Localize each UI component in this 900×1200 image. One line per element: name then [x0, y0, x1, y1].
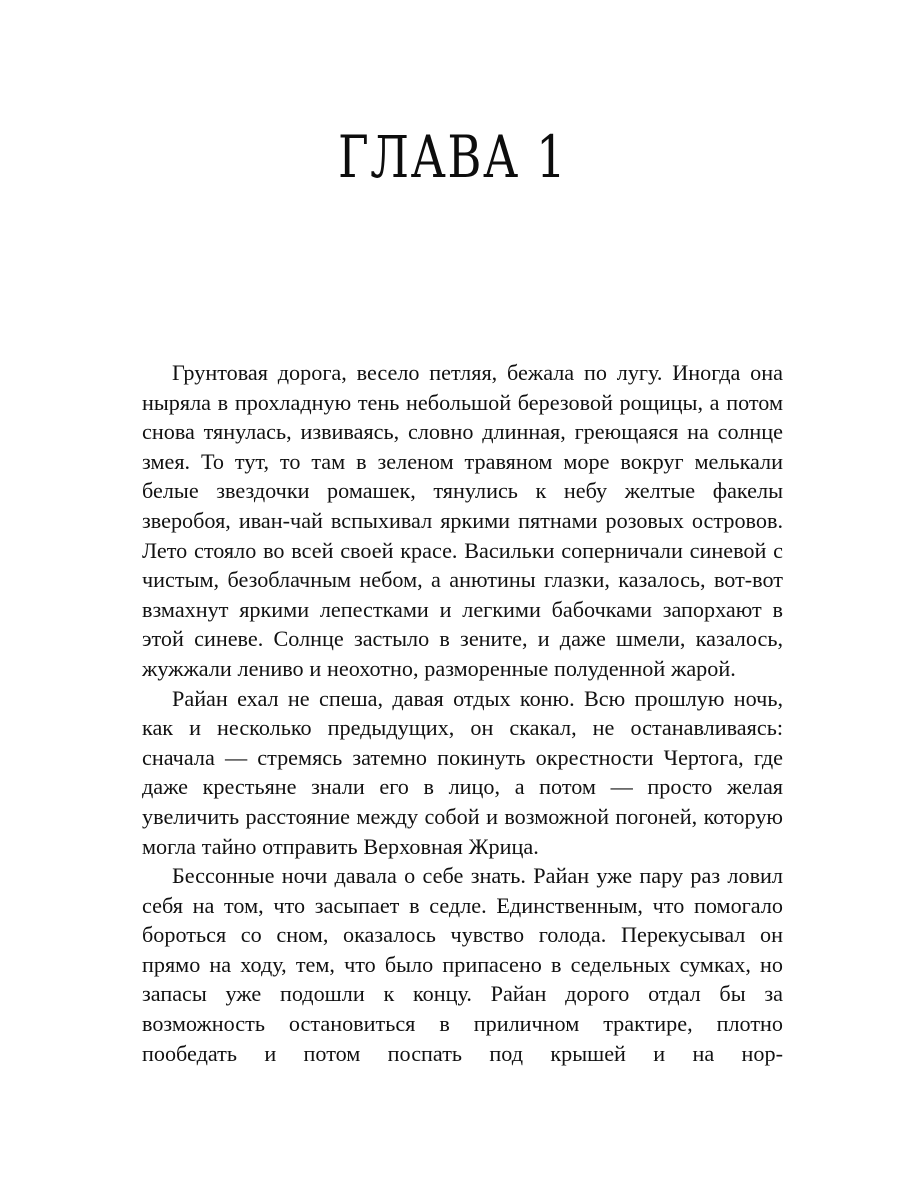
body-paragraph: Райан ехал не спеша, давая отдых коню. Всю прошлую ночь, как и несколько предыдущих, он скакал, не останавливаясь: сначала — стремясь затемно покинуть окрестности Чертога, где даже крестьяне знали его в лицо, а потом — просто желая увеличить расстояние между собой и возможной погоней, которую могла тайно отправить Верховная Жрица. [142, 685, 783, 859]
body-paragraph: Грунтовая дорога, весело петляя, бежала по лугу. Иногда она ныряла в прохладную тень небольшой березовой рощицы, а потом снова тянулась, извиваясь, словно длинная, греющаяся на солнце змея. То тут, то там в зеленом травяном море вокруг мелькали белые звездочки ромашек, тянулись к небу желтые факелы зверобоя, иван-чай вспыхивал яркими пятнами розовых островов. Лето стояло во всей своей красе. Васильки соперничали синевой с чистым, безоблачным небом, а анютины глазки, казалось, вот-вот взмахнут яркими лепестками и легкими бабочками запорхают в этой синеве. Солнце застыло в зените, и даже шмели, казалось, жужжали лениво и неохотно, разморенные полуденной жарой. [142, 360, 783, 681]
body-paragraph: Бессонные ночи давала о себе знать. Райан уже пару раз ловил себя на том, что засыпает в седле. Единственным, что помогало бороться со сном, оказалось чувство голода. Перекусывал он прямо на ходу, тем, что было припасено в седельных сумках, но запасы уже подошли к концу. Райан дорого отдал бы за возможность остановиться в приличном трактире, плотно пообедать и потом поспать под крышей и на нор- [142, 863, 783, 1066]
body-text-block [142, 358, 783, 1068]
chapter-heading: ГЛАВА 1 [337, 123, 568, 191]
